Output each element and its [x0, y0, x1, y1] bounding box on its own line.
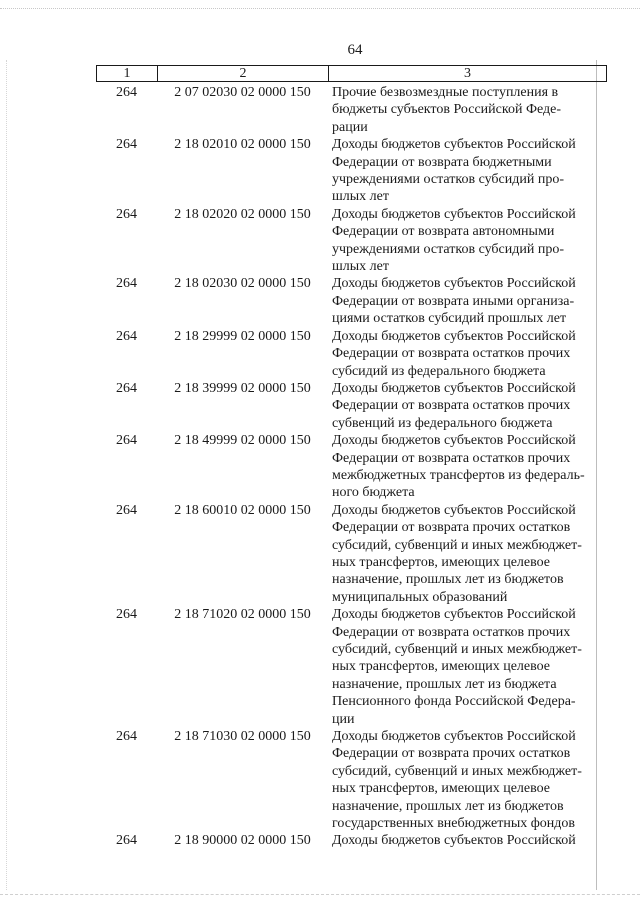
table-body [96, 84, 611, 850]
table-row [96, 380, 611, 432]
kbk-code: 2 07 02030 02 0000 150 [174, 85, 311, 100]
admin-code: 264 [116, 607, 137, 623]
kbk-code: 2 18 02030 02 0000 150 [174, 276, 311, 292]
income-description: Доходы бюджетов субъектов Российской Федерации от возврата прочих остатков субсидий, субвенций и иных межбюджет- ных трансфертов, имеющих целевое назначение, прошлых лет из бюджетов государственных внебюджетных фондов [332, 729, 582, 832]
admin-code: 264 [116, 328, 137, 344]
table-row [96, 606, 611, 728]
admin-code: 264 [116, 502, 137, 518]
kbk-code: 2 18 90000 02 0000 150 [174, 833, 311, 849]
table-row [96, 275, 611, 327]
header-col-2: 2 [158, 66, 329, 81]
admin-code: 264 [116, 380, 137, 396]
admin-code: 264 [116, 137, 137, 153]
kbk-code: 2 18 49999 02 0000 150 [174, 433, 311, 449]
income-description: Доходы бюджетов субъектов Российской Федерации от возврата иными организа- циями остатков субсидий прошлых лет [332, 276, 576, 327]
kbk-code: 2 18 39999 02 0000 150 [174, 380, 311, 396]
admin-code: 264 [116, 85, 137, 100]
income-description: Доходы бюджетов субъектов Российской Федерации от возврата бюджетными учреждениями остатков субсидий про- шлых лет [332, 137, 576, 205]
income-description: Доходы бюджетов субъектов Российской Федерации от возврата остатков прочих субсидий из федерального бюджета [332, 328, 576, 379]
table-header [96, 65, 607, 82]
income-description: Доходы бюджетов субъектов Российской Федерации от возврата автономными учреждениями остатков субсидий про- шлых лет [332, 206, 576, 275]
scan-bottom-edge [0, 894, 640, 895]
admin-code: 264 [116, 206, 137, 222]
header-col-1: 1 [97, 66, 158, 81]
table-row [96, 728, 611, 832]
admin-code: 264 [116, 833, 137, 849]
table-row [96, 832, 611, 849]
page-number: 64 [347, 42, 363, 58]
table-row [96, 206, 611, 276]
table-row [96, 136, 611, 206]
income-description: Доходы бюджетов субъектов Российской [332, 833, 576, 849]
kbk-code: 2 18 71030 02 0000 150 [174, 729, 311, 745]
table-row [96, 84, 611, 136]
admin-code: 264 [116, 729, 137, 745]
header-col-3: 3 [464, 66, 471, 81]
admin-code: 264 [116, 276, 137, 292]
scan-left-edge [6, 60, 9, 890]
table-row [96, 432, 611, 502]
kbk-code: 2 18 02010 02 0000 150 [174, 137, 311, 153]
kbk-code: 2 18 71020 02 0000 150 [174, 607, 311, 623]
income-description: Доходы бюджетов субъектов Российской Федерации от возврата остатков прочих субсидий, субвенций и иных межбюджет- ных трансфертов, имеющих целевое назначение, прошлых лет из бюджета Пенсионного фонда Российской Федера- ции [332, 607, 582, 727]
table-row [96, 328, 611, 380]
income-description: Доходы бюджетов субъектов Российской Федерации от возврата прочих остатков субсидий, субвенций и иных межбюджет- ных трансфертов, имеющих целевое назначение, прошлых лет из бюджетов муниципальных образований [332, 502, 582, 605]
income-description: Прочие безвозмездные поступления в бюджеты субъектов Российской Феде- рации [332, 85, 562, 135]
table-row [96, 502, 611, 606]
kbk-code: 2 18 02020 02 0000 150 [174, 206, 311, 222]
scan-top-edge [0, 8, 640, 9]
kbk-code: 2 18 60010 02 0000 150 [174, 502, 311, 518]
income-description: Доходы бюджетов субъектов Российской Федерации от возврата остатков прочих межбюджетных трансфертов из федераль- ного бюджета [332, 433, 585, 501]
admin-code: 264 [116, 433, 137, 449]
kbk-code: 2 18 29999 02 0000 150 [174, 328, 311, 344]
income-description: Доходы бюджетов субъектов Российской Федерации от возврата остатков прочих субвенций из федерального бюджета [332, 380, 576, 431]
